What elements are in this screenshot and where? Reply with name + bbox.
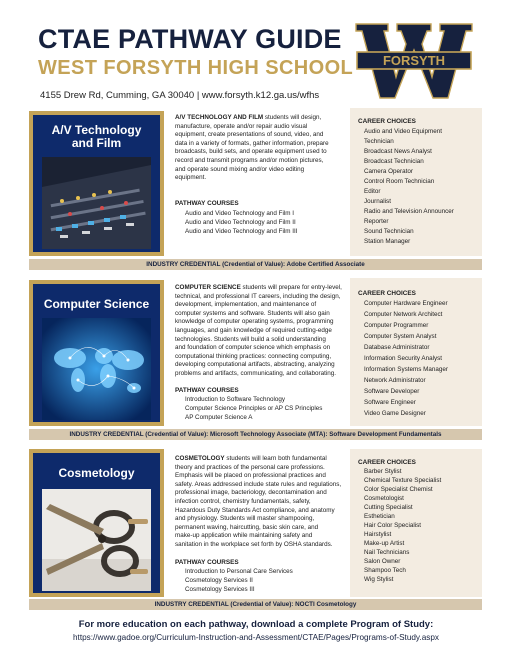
section-title: A/V Technology and Film xyxy=(51,123,142,150)
career-choices-heading: CAREER CHOICES xyxy=(358,290,416,297)
career-item: Hairstylist xyxy=(364,531,392,538)
career-item: Radio and Television Announcer xyxy=(364,208,454,215)
section-title: Cosmetology xyxy=(58,466,135,480)
program-of-study-link[interactable]: https://www.gadoe.org/Curriculum-Instruction-and-Assessment/CTAE/Pages/Programs-of-Study.aspx xyxy=(72,633,439,642)
pathway-course: Computer Science Principles or AP CS Principles xyxy=(185,405,323,412)
page-header xyxy=(0,0,512,112)
career-item: Computer Hardware Engineer xyxy=(364,300,448,307)
career-item: Computer Programmer xyxy=(364,322,429,329)
career-item: Technician xyxy=(364,138,394,145)
pathway-course: Cosmetology Services III xyxy=(185,586,255,593)
pathway-courses-heading: PATHWAY COURSES xyxy=(175,200,239,207)
career-item: Camera Operator xyxy=(364,168,413,175)
pathway-courses-heading: PATHWAY COURSES xyxy=(175,559,239,566)
career-item: Broadcast News Analyst xyxy=(364,148,432,155)
career-item: Journalist xyxy=(364,198,391,205)
school-address: 4155 Drew Rd, Cumming, GA 30040 | www.forsyth.k12.ga.us/wfhs xyxy=(40,90,320,101)
pathway-course: AP Computer Science A xyxy=(185,414,253,421)
section-image-box xyxy=(29,449,164,597)
career-choices-heading: CAREER CHOICES xyxy=(358,459,416,466)
career-item: Cosmetologist xyxy=(364,495,404,502)
logo-text: FORSYTH xyxy=(382,53,446,68)
section-title: Computer Science xyxy=(43,297,150,311)
career-item: Broadcast Technician xyxy=(364,158,424,165)
career-item: Computer Network Architect xyxy=(364,311,443,318)
pathway-course: Audio and Video Technology and Film III xyxy=(185,228,298,235)
career-item: Cutting Specialist xyxy=(364,504,413,511)
career-item: Database Administrator xyxy=(364,344,430,351)
career-item: Barber Stylist xyxy=(364,468,402,475)
section-description: COMPUTER SCIENCE students will prepare for entry-level, technical, and professional IT careers, including the design, development, implementation, and maintenance of computer systems and software. Students will also gain knowledge of computer operating systems, programming languages, and gain knowledge of required cutting-edge technologies. Students will build a solid understanding and foundation of computer science which emphasis on computational thinking practices: connecting computing, developing computational artifacts, abstracting, analyzing problems and artifacts, communicating, and collaborating. xyxy=(175,284,342,377)
career-item: Sound Technician xyxy=(364,228,414,235)
industry-credential-bar: INDUSTRY CREDENTIAL (Credential of Value): Microsoft Technology Associate (MTA): Software Development Fundamentals xyxy=(29,429,482,440)
footer-note: For more education on each pathway, download a complete Program of Study: xyxy=(78,619,434,630)
career-item: Chemical Texture Specialist xyxy=(364,477,442,484)
career-item: Software Engineer xyxy=(364,399,416,406)
pathway-course: Audio and Video Technology and Film I xyxy=(185,210,294,217)
career-item: Control Room Technician xyxy=(364,178,435,185)
career-item: Wig Stylist xyxy=(364,576,394,583)
page-title: CTAE PATHWAY GUIDE xyxy=(38,24,342,54)
career-item: Computer System Analyst xyxy=(364,333,437,340)
pathway-course: Audio and Video Technology and Film II xyxy=(185,219,296,226)
career-item: Video Game Designer xyxy=(364,410,426,417)
career-item: Shampoo Tech xyxy=(364,567,406,574)
pathway-course: Introduction to Software Technology xyxy=(185,396,285,403)
pathway-course: Cosmetology Services II xyxy=(185,577,253,584)
career-item: Information Systems Manager xyxy=(364,366,448,373)
career-item: Audio and Video Equipment xyxy=(364,128,442,135)
career-item: Esthetician xyxy=(364,513,395,520)
career-item: Network Administrator xyxy=(364,377,426,384)
section-description: COSMETOLOGY students will learn both fundamental theory and practices of the personal care professions. Emphasis will be placed on professional practices and safety. Areas addressed include state rules and regulations, professional image, bacteriology, decontamination and infection control, chemistry fundamentals, safety, Hazardous Duty Standards Act compliance, and anatomy and physiology. Students will master shampooing, permanent waving, haircutting, basic skin care, and make-up application while maintaining safety and sanitation in the workplace set forth by OSHA standards. xyxy=(175,455,342,548)
career-item: Information Security Analyst xyxy=(364,355,443,362)
pathway-course: Introduction to Personal Care Services xyxy=(185,568,293,575)
career-item: Salon Owner xyxy=(364,558,401,565)
school-name: WEST FORSYTH HIGH SCHOOL xyxy=(38,57,354,79)
scissors-photo xyxy=(42,489,151,591)
industry-credential-bar: INDUSTRY CREDENTIAL (Credential of Value): NOCTI Cosmetology xyxy=(29,599,482,610)
world-map-photo xyxy=(42,318,151,420)
career-item: Software Developer xyxy=(364,388,420,395)
industry-credential-bar: INDUSTRY CREDENTIAL (Credential of Value): Adobe Certified Associate xyxy=(29,259,482,270)
career-item: Nail Technicians xyxy=(364,549,410,556)
career-item: Hair Color Specialist xyxy=(364,522,422,529)
av-mixer-photo xyxy=(42,157,151,249)
career-item: Make-up Artist xyxy=(364,540,405,547)
career-item: Color Specialist Chemist xyxy=(364,486,433,493)
career-choices-heading: CAREER CHOICES xyxy=(358,118,416,125)
section-description: A/V TECHNOLOGY AND FILM students will design, manufacture, operate and/or repair audio visual equipment, create presentations of sound, video, and data in a variety of formats, gather information, prepare broadcasts, build sets, and operate equipment used to record and transmit programs and/or motion pictures, and operate sound mixing and/or video editing equipment. xyxy=(175,114,329,182)
career-item: Station Manager xyxy=(364,238,411,245)
section-image-box xyxy=(29,111,164,256)
career-item: Editor xyxy=(364,188,381,195)
pathway-courses-heading: PATHWAY COURSES xyxy=(175,387,239,394)
forsyth-w-logo xyxy=(354,22,474,100)
section-image-box xyxy=(29,280,164,426)
career-item: Reporter xyxy=(364,218,389,225)
